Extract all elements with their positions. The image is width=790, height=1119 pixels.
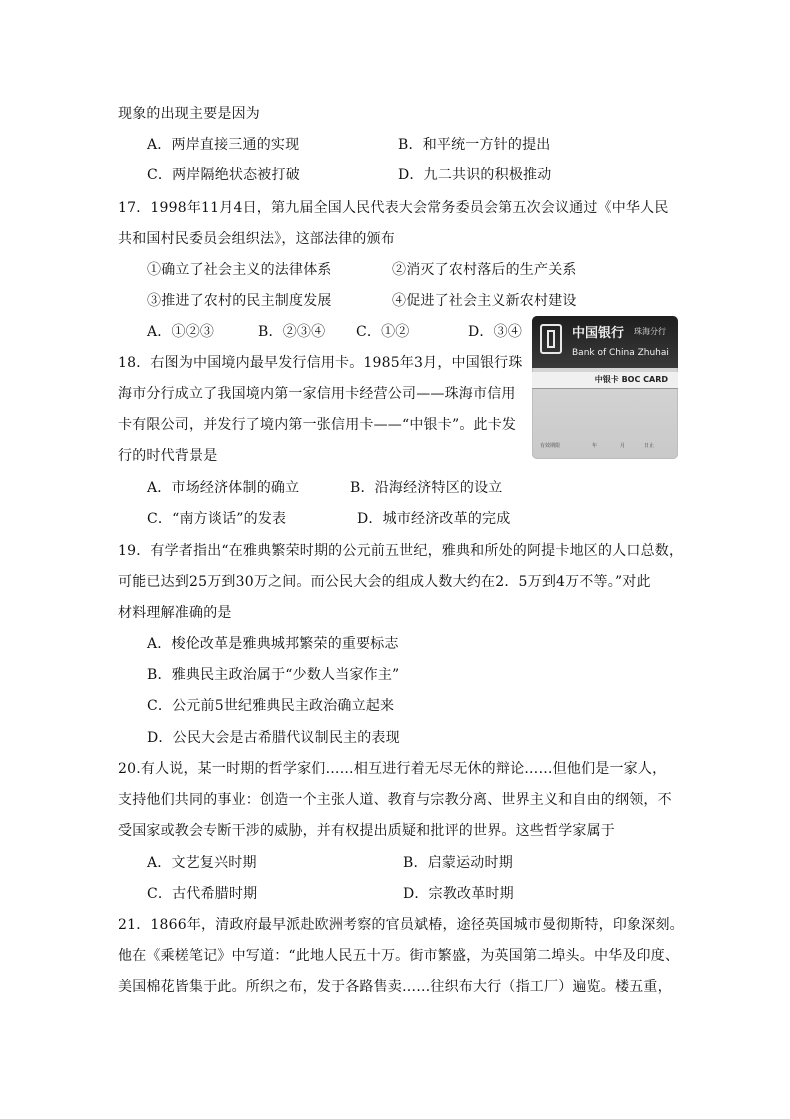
card-top-band <box>532 316 678 368</box>
q19-option-b: B．雅典民主政治属于“少数人当家作主” <box>147 667 400 683</box>
q18-option-c: C．“南方谈话”的发表 <box>147 511 287 527</box>
q19-stem-line3: 材料理解准确的是 <box>118 605 232 621</box>
q20-option-d: D．宗教改革时期 <box>403 886 514 902</box>
q16-stem-tail: 现象的出现主要是因为 <box>118 106 260 122</box>
q19-stem-line2: 可能已达到25万到30万之间。而公民大会的组成人数大约在2．5万到4万不等。”对此 <box>118 574 651 590</box>
boc-credit-card-image <box>532 316 678 459</box>
card-month-label: 月 <box>620 443 626 449</box>
q16-option-a: A．两岸直接三通的实现 <box>147 137 300 153</box>
q17-stem-line1: 17．1998年11月4日，第九届全国人民代表大会常务委员会第五次会议通过《中华人民 <box>118 200 669 216</box>
q20-stem-line3: 受国家或教会专断干涉的威胁，并有权提出质疑和批评的世界。这些哲学家属于 <box>118 823 615 839</box>
q20-option-a: A．文艺复兴时期 <box>147 855 257 871</box>
q17-stem-line2: 共和国村民委员会组织法》，这部法律的颁布 <box>118 231 395 247</box>
q17-option-a: A．①②③ <box>147 324 215 340</box>
q17-option-b: B．②③④ <box>258 324 326 340</box>
q18-stem-line4: 行的时代背景是 <box>118 448 218 464</box>
q19-stem-line1: 19．有学者指出“在雅典繁荣时期的公元前五世纪，雅典和所处的阿提卡地区的人口总数， <box>118 543 684 559</box>
q19-option-c: C．公元前5世纪雅典民主政治确立起来 <box>147 698 395 714</box>
q17-statement-2: ②消灭了农村落后的生产关系 <box>392 262 577 278</box>
q20-stem-line1: 20.有人说，某一时期的哲学家们……相互进行着无尽无休的辩论……但他们是一家人， <box>118 761 667 777</box>
q20-stem-line2: 支持他们共同的事业：创造一个主张人道、教育与宗教分离、世界主义和自由的纲领，不 <box>118 792 672 808</box>
card-name-strip <box>532 372 678 389</box>
bank-of-china-logo-icon <box>540 324 562 354</box>
q17-statement-4: ④促进了社会主义新农村建设 <box>392 293 577 309</box>
q21-stem-line3: 美国棉花皆集于此。所织之布，发于各路售卖……往织布大行（指工厂）遍览。楼五重， <box>118 979 672 995</box>
card-bank-name: 中国银行 <box>572 326 625 341</box>
card-year-label: 年 <box>592 443 598 449</box>
q17-option-c: C．①② <box>356 324 410 340</box>
q18-stem-line2: 海市分行成立了我国境内第一家信用卡经营公司——珠海市信用 <box>118 386 516 402</box>
q16-option-d: D．九二共识的积极推动 <box>398 167 552 183</box>
q16-option-b: B．和平统一方针的提出 <box>398 137 551 153</box>
q18-option-a: A．市场经济体制的确立 <box>147 480 300 496</box>
q21-stem-line1: 21．1866年，清政府最早派赴欧洲考察的官员斌椿，途径英国城市曼彻斯特，印象深刻。 <box>118 917 684 933</box>
q17-statement-1: ①确立了社会主义的法律体系 <box>147 262 332 278</box>
q16-option-c: C．两岸隔绝状态被打破 <box>147 167 300 183</box>
card-expiry-label: 有效期限 <box>540 443 561 449</box>
q19-option-d: D．公民大会是古希腊代议制民主的表现 <box>147 730 400 746</box>
q17-option-d: D．③④ <box>468 324 523 340</box>
card-branch-name: 珠海分行 <box>634 327 666 336</box>
card-product-name: 中银卡 BOC CARD <box>594 375 668 384</box>
q20-option-b: B．启蒙运动时期 <box>403 855 513 871</box>
bank-of-china-logo-inner <box>547 330 555 348</box>
card-day-label: 日止 <box>644 443 655 449</box>
card-english-name: Bank of China Zhuhai <box>572 348 669 358</box>
q17-statement-3: ③推进了农村的民主制度发展 <box>147 293 332 309</box>
q18-option-d: D．城市经济改革的完成 <box>357 511 511 527</box>
q18-stem-line3: 卡有限公司，并发行了境内第一张信用卡——“中银卡”。此卡发 <box>118 417 517 433</box>
q18-stem-line1: 18．右图为中国境内最早发行信用卡。1985年3月，中国银行珠 <box>118 355 523 371</box>
q20-option-c: C．古代希腊时期 <box>147 886 258 902</box>
q21-stem-line2: 他在《乘槎笔记》中写道：“此地人民五十万。街市繁盛，为英国第二埠头。中华及印度、 <box>118 948 680 964</box>
q19-option-a: A．梭伦改革是雅典城邦繁荣的重要标志 <box>147 636 399 652</box>
q18-option-b: B．沿海经济特区的设立 <box>350 480 503 496</box>
